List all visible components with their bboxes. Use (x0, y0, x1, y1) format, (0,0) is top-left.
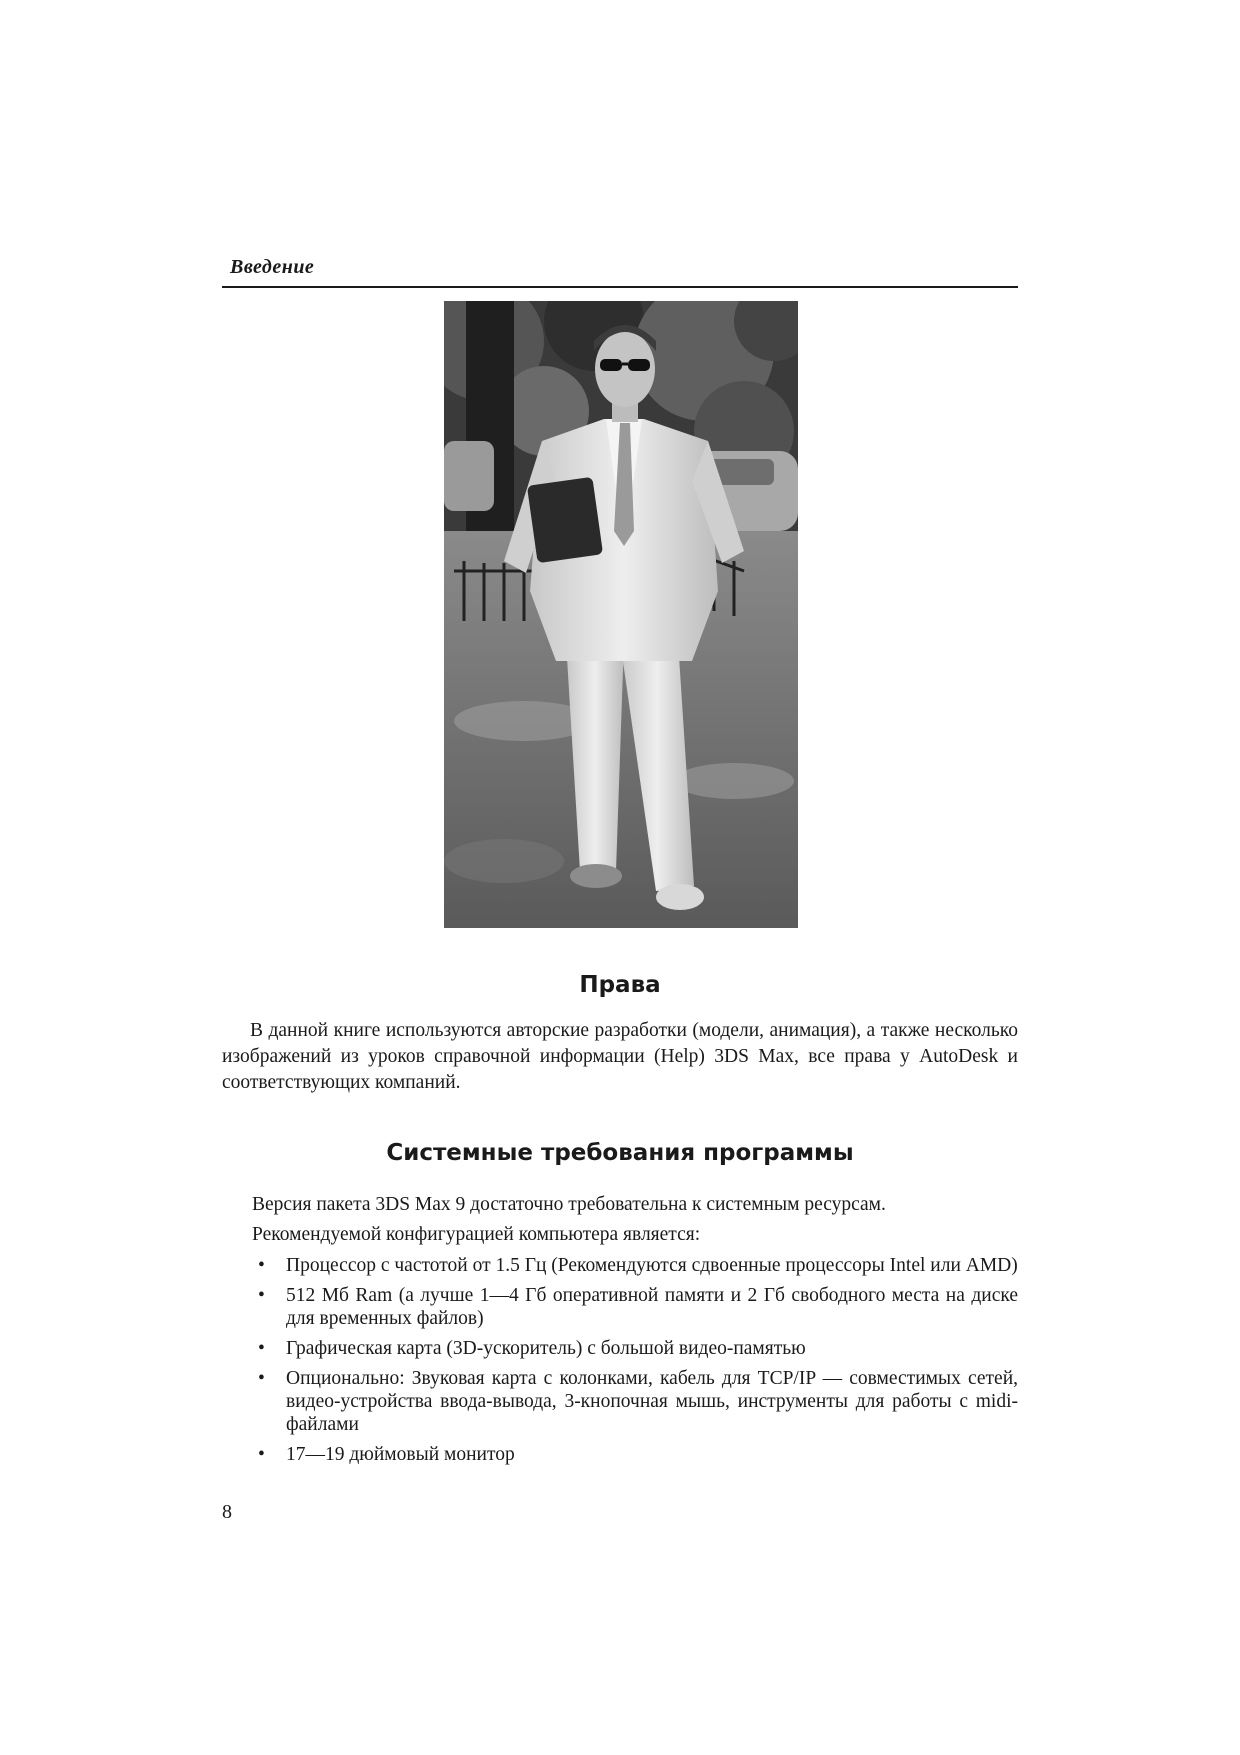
bullet-icon: • (258, 1444, 265, 1465)
list-item-text: Графическая карта (3D-ускоритель) с большой видео-памятью (286, 1338, 806, 1359)
page-number: 8 (222, 1501, 232, 1523)
list-item-text: 17—19 дюймовый монитор (286, 1444, 515, 1465)
running-head-title: Введение (230, 256, 315, 278)
bullet-icon: • (258, 1285, 265, 1306)
list-item (252, 1367, 1018, 1436)
bullet-icon: • (258, 1338, 265, 1359)
running-head (222, 256, 1018, 288)
system-intro-line-1: Версия пакета 3DS Max 9 достаточно требовательна к системным ресурсам. (252, 1194, 886, 1215)
system-intro-line-2: Рекомендуемой конфигурацией компьютера является: (252, 1224, 701, 1245)
bullet-icon: • (258, 1368, 265, 1389)
requirements-list (252, 1254, 1018, 1473)
list-item-text: Опционально: Звуковая карта с колонками, кабель для TCP/IP — совместимых сетей, видео-устройства ввода-вывода, 3-кнопочная мышь, инструменты для работы с midi-файлами (286, 1368, 1018, 1435)
section-title-system-requirements: Системные требования программы (386, 1140, 854, 1166)
system-intro (252, 1190, 1018, 1250)
section-title-rights: Права (579, 972, 661, 998)
author-photo (444, 301, 798, 928)
rights-paragraph: В данной книге используются авторские разработки (модели, анимация), а также несколько изображений из уроков справочной информации (Help) 3DS Max, все права у AutoDesk и соответствующих компаний. (222, 1020, 1018, 1093)
list-item-text: 512 Мб Ram (а лучше 1—4 Гб оперативной памяти и 2 Гб свободного места на диске для временных файлов) (286, 1285, 1018, 1329)
bullet-icon: • (258, 1255, 265, 1276)
list-item-text: Процессор с частотой от 1.5 Гц (Рекомендуются сдвоенные процессоры Intel или AMD) (286, 1255, 1018, 1276)
list-item (252, 1254, 1018, 1277)
list-item (252, 1443, 1018, 1466)
list-item (252, 1337, 1018, 1360)
list-item (252, 1284, 1018, 1330)
